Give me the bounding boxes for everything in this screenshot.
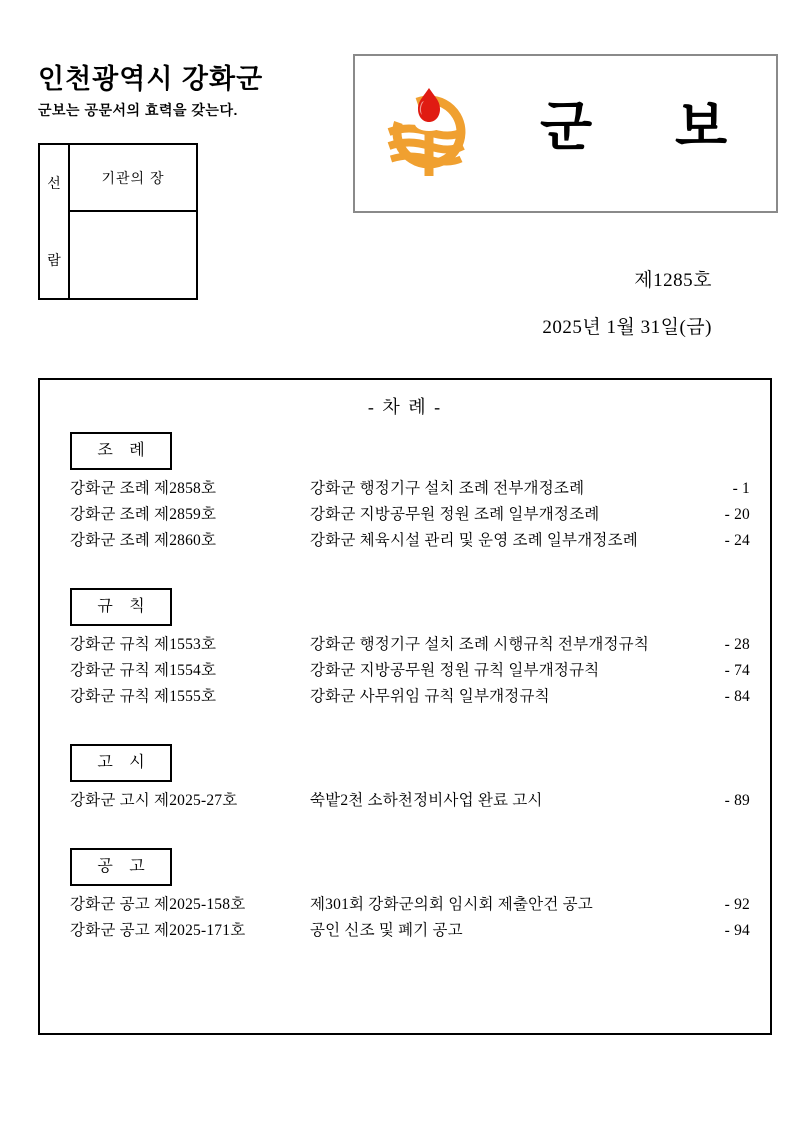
toc-entry-title: 강화군 체육시설 관리 및 운영 조례 일부개정조례 (310, 532, 638, 549)
toc-entry-page: - 28 (724, 636, 750, 653)
toc-entry-number: 강화군 조례 제2860호 (70, 532, 217, 549)
toc-section-label: 고 시 (70, 744, 172, 782)
toc-entry-number: 강화군 규칙 제1554호 (70, 662, 217, 679)
toc-section (70, 848, 760, 960)
toc-section-label: 조 례 (70, 432, 172, 470)
approval-head-label: 기관의 장 (70, 145, 196, 212)
toc-entry-title: 강화군 지방공무원 정원 조례 일부개정조례 (310, 506, 600, 523)
toc-entry-number: 강화군 조례 제2858호 (70, 480, 217, 497)
toc-entry-number: 강화군 공고 제2025-158호 (70, 896, 246, 913)
toc-entry[interactable] (70, 528, 760, 554)
toc-entry[interactable] (70, 502, 760, 528)
toc-entry-title: 강화군 사무위임 규칙 일부개정규칙 (310, 688, 550, 705)
toc-entry[interactable] (70, 892, 760, 918)
toc-entry[interactable] (70, 476, 760, 502)
toc-entry-page: - 89 (724, 792, 750, 809)
toc-entry-page: - 92 (724, 896, 750, 913)
toc-entry-page: - 1 (732, 480, 750, 497)
toc-entry-page: - 74 (724, 662, 750, 679)
ganghwa-gun-emblem-icon (377, 80, 481, 184)
toc-section (70, 432, 760, 570)
toc-entry-title: 강화군 행정기구 설치 조례 전부개정조례 (310, 480, 585, 497)
toc-section-gap (70, 710, 760, 726)
issue-number: 제1285호 (634, 270, 712, 291)
toc-entry-number: 강화군 고시 제2025-27호 (70, 792, 238, 809)
toc-entry-page: - 94 (724, 922, 750, 939)
table-of-contents (38, 378, 772, 1035)
toc-entry-title: 강화군 행정기구 설치 조례 시행규칙 전부개정규칙 (310, 636, 650, 653)
toc-entry-number: 강화군 규칙 제1553호 (70, 636, 217, 653)
toc-entry-number: 강화군 공고 제2025-171호 (70, 922, 246, 939)
toc-entry-page: - 84 (724, 688, 750, 705)
toc-entry-title: 쑥밭2천 소하천정비사업 완료 고시 (310, 792, 543, 809)
issue-date: 2025년 1월 31일(금) (542, 317, 712, 338)
toc-entry[interactable] (70, 788, 760, 814)
gazette-title-banner (353, 54, 778, 213)
toc-entry-page: - 20 (724, 506, 750, 523)
toc-section-list (70, 432, 760, 978)
toc-entry-number: 강화군 규칙 제1555호 (70, 688, 217, 705)
approval-label-char-1: 선 (47, 175, 61, 192)
toc-entry[interactable] (70, 684, 760, 710)
page-title: 인천광역시 강화군 (38, 64, 264, 94)
toc-entry[interactable] (70, 918, 760, 944)
approval-label-column (40, 145, 70, 298)
toc-section-gap (70, 944, 760, 960)
approval-stamp-box (38, 143, 198, 300)
approval-cells (70, 145, 196, 298)
toc-section-label: 규 칙 (70, 588, 172, 626)
toc-section (70, 588, 760, 726)
approval-label-char-2: 람 (47, 251, 61, 268)
toc-entry[interactable] (70, 658, 760, 684)
masthead-subtitle: 군보는 공문서의 효력을 갖는다. (38, 102, 238, 118)
toc-section-label: 공 고 (70, 848, 172, 886)
toc-entry-title: 제301회 강화군의회 임시회 제출안건 공고 (310, 896, 593, 913)
toc-entry-page: - 24 (724, 532, 750, 549)
toc-section-gap (70, 554, 760, 570)
toc-heading: - 차 례 - (367, 397, 443, 417)
approval-signature-cell (70, 212, 196, 298)
toc-entry-title: 공인 신조 및 폐기 공고 (310, 922, 463, 939)
banner-word-gun: 군 (540, 97, 593, 157)
toc-section-gap (70, 814, 760, 830)
toc-entry[interactable] (70, 632, 760, 658)
toc-section (70, 744, 760, 830)
toc-entry-number: 강화군 조례 제2859호 (70, 506, 217, 523)
banner-word-bo: 보 (675, 97, 728, 157)
toc-entry-title: 강화군 지방공무원 정원 규칙 일부개정규칙 (310, 662, 600, 679)
